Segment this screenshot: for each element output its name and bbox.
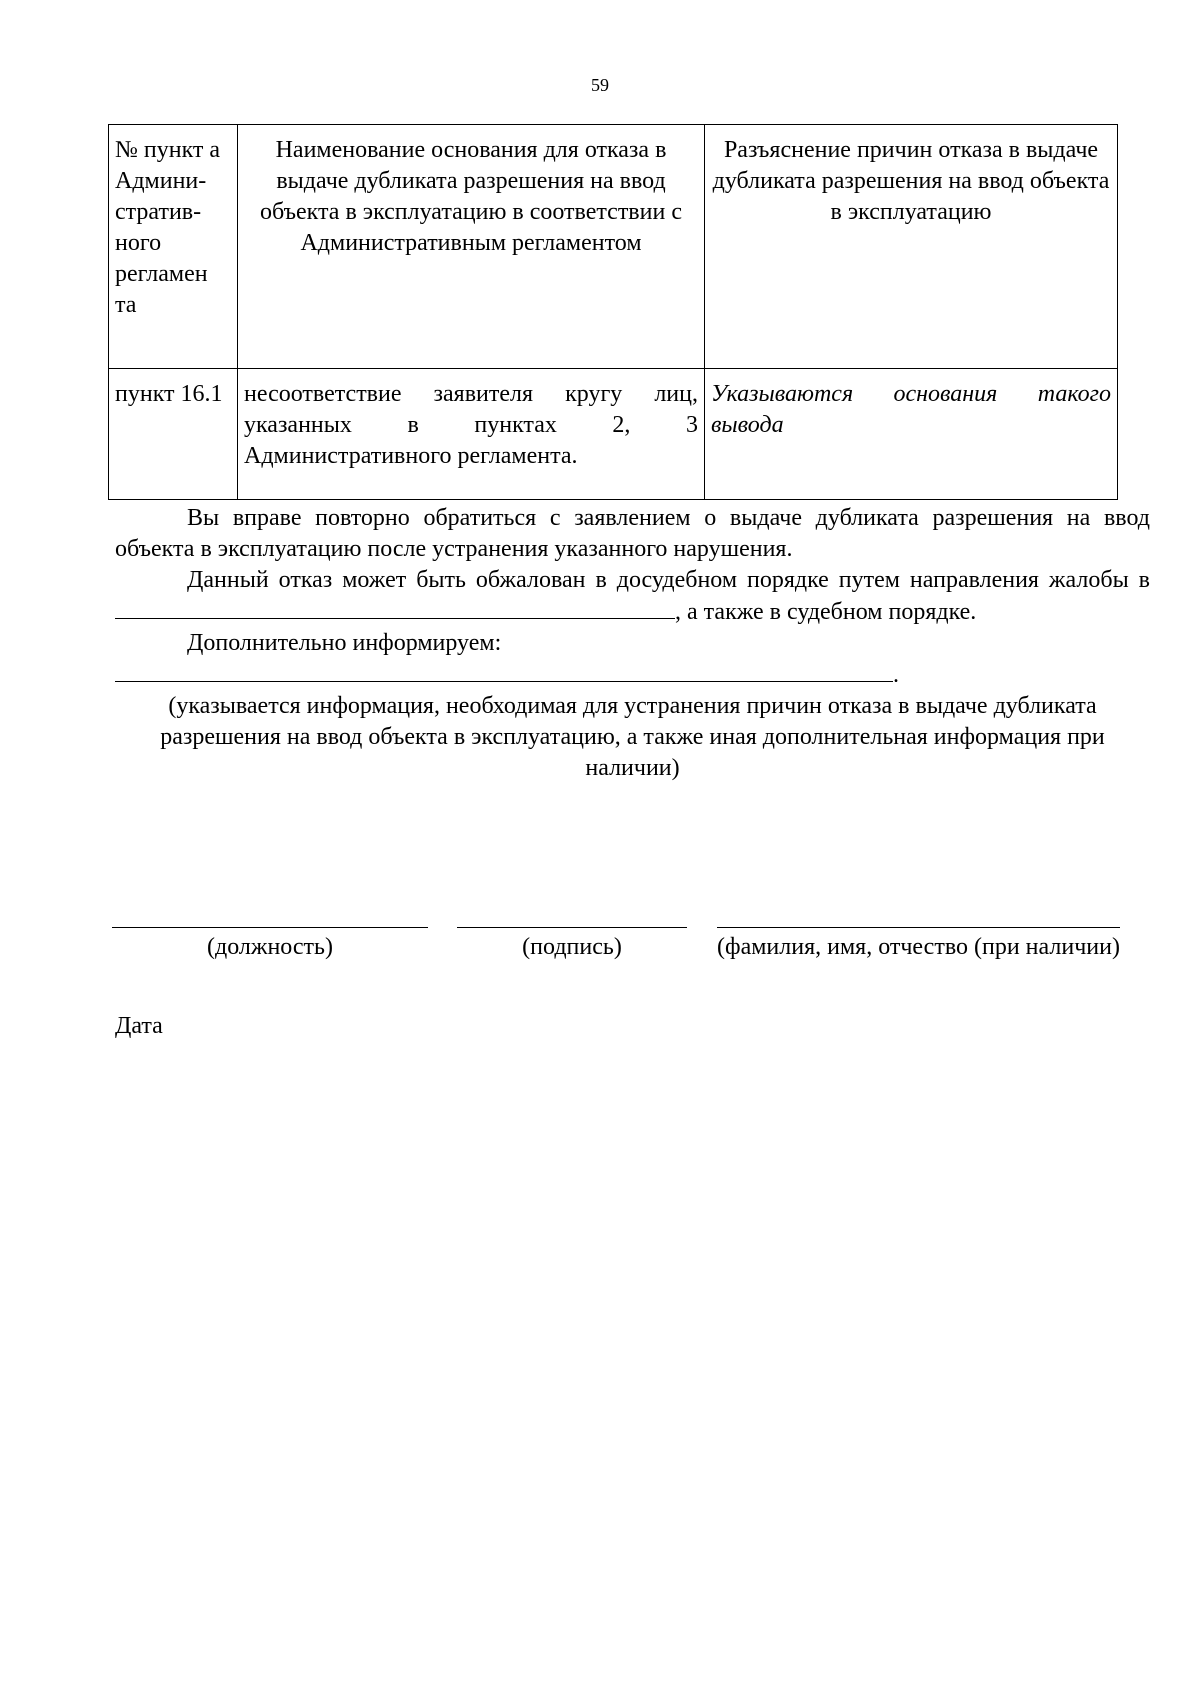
signature-lines (112, 927, 1122, 929)
appeal-text-end: , а также в судебном порядке. (675, 599, 977, 625)
additional-info-note: (указывается информация, необходимая для устранения причин отказа в выдаче дубликата разрешения на ввод объекта в эксплуатацию, а также иная дополнительная информация при наличии) (160, 693, 1105, 781)
body-text (115, 503, 1150, 784)
paragraph-additional-info (115, 628, 1150, 691)
position-label: (должность) (207, 934, 333, 960)
signature-line[interactable] (457, 927, 687, 928)
row-reason: несоответствие заявителя кругу лиц, указанных в пунктах 2, 3 Административного регламента. (238, 369, 705, 500)
row-explanation: Указываются основания такого вывода (705, 369, 1118, 500)
signature-label: (подпись) (522, 934, 622, 960)
full-name-line[interactable] (717, 927, 1120, 928)
paragraph-appeal (115, 565, 1150, 628)
additional-info-text: Дополнительно информируем: (187, 630, 502, 656)
appeal-text-start: Данный отказ может быть обжалован в досудебном порядке путем направления жалобы в (187, 567, 1150, 593)
paragraph-repeat-request: Вы вправе повторно обратиться с заявлением о выдаче дубликата разрешения на ввод объекта в эксплуатацию после устранения указанного нарушения. (115, 505, 1150, 562)
page-number: 59 (591, 75, 609, 95)
full-name-label: (фамилия, имя, отчество (при наличии) (717, 934, 1120, 960)
appeal-authority-blank[interactable] (115, 596, 675, 619)
row-point: пункт 16.1 (109, 369, 238, 500)
position-line[interactable] (112, 927, 428, 928)
header-point-number: № пункт а Админи- стратив- ного регламен та (109, 125, 238, 369)
additional-info-end: . (893, 662, 899, 688)
additional-info-blank[interactable] (115, 659, 893, 682)
header-reason-name: Наименование основания для отказа в выдаче дубликата разрешения на ввод объекта в эксплуатацию в соответствии с Административным регламентом (238, 125, 705, 369)
header-reason-explanation: Разъяснение причин отказа в выдаче дубликата разрешения на ввод объекта в эксплуатацию (705, 125, 1118, 369)
table-row (109, 369, 1118, 500)
table-header-row (109, 125, 1118, 369)
refusal-reasons-table (108, 124, 1118, 500)
date-label: Дата (115, 1013, 163, 1039)
